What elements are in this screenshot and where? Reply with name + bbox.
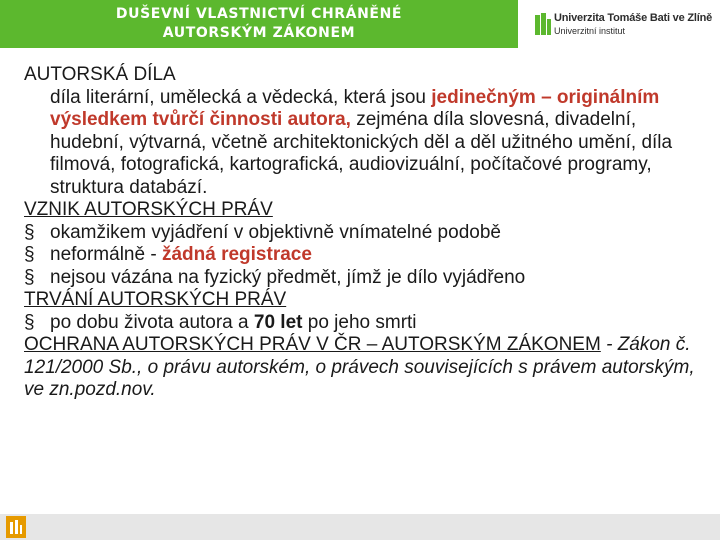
logo-institute-name: Univerzitní institut xyxy=(554,26,626,36)
title-band xyxy=(0,0,518,48)
slide-title-line1: DUŠEVNÍ VLASTNICTVÍ CHRÁNĚNÉ xyxy=(115,6,403,22)
bullet-text-b: po jeho smrti xyxy=(302,311,417,333)
slide-content xyxy=(24,64,704,402)
slide-title-line2: AUTORSKÝM ZÁKONEM xyxy=(162,25,356,41)
section-heading-origin: VZNIK AUTORSKÝCH PRÁV xyxy=(24,199,273,220)
works-highlight: jedinečným – originálním výsledkem tvůrčí činnosti autora, xyxy=(50,86,660,130)
works-text-a: díla literární, umělecká a vědecká, která jsou xyxy=(50,86,432,108)
section-heading-protection: OCHRANA AUTORSKÝCH PRÁV V ČR – AUTORSKÝM ZÁKONEM xyxy=(24,334,601,355)
bullet-item: § nejsou vázána na fyzický předmět, jímž je dílo vyjádřeno xyxy=(24,267,704,290)
bullet-text-a: po dobu života autora a xyxy=(50,311,254,333)
bullet-item: § okamžikem vyjádření v objektivně vnímatelné podobě xyxy=(24,222,704,245)
bullet-bold: 70 let xyxy=(253,311,303,333)
section-heading-works: AUTORSKÁ DÍLA xyxy=(24,64,176,85)
slide-header xyxy=(0,0,720,48)
protection-paragraph xyxy=(24,334,704,402)
bullet-item xyxy=(24,244,704,267)
bullet-text: neformálně - xyxy=(50,244,162,265)
bullet-highlight: žádná registrace xyxy=(161,244,312,265)
university-logo xyxy=(534,10,714,40)
works-text-b: zejména díla slovesná, divadelní, hudební, výtvarná, včetně architektonických děl a děl užitného umění, díla filmová, fotografická, kartografická, audiovizuální, počítačové programy, struktura databází. xyxy=(50,109,673,198)
footer-logo-icon xyxy=(6,516,26,538)
slide-footer xyxy=(0,514,720,540)
law-reference: - Zákon č. 121/2000 Sb., o právu autorském, o právech souvisejících s právem autorským, ve zn.pozd.nov. xyxy=(24,334,695,400)
logo-mark-icon xyxy=(534,11,552,37)
works-definition xyxy=(24,87,704,200)
section-heading-duration: TRVÁNÍ AUTORSKÝCH PRÁV xyxy=(24,289,287,310)
logo-university-name: Univerzita Tomáše Bati ve Zlíně xyxy=(554,12,713,24)
bullet-item xyxy=(24,312,704,335)
